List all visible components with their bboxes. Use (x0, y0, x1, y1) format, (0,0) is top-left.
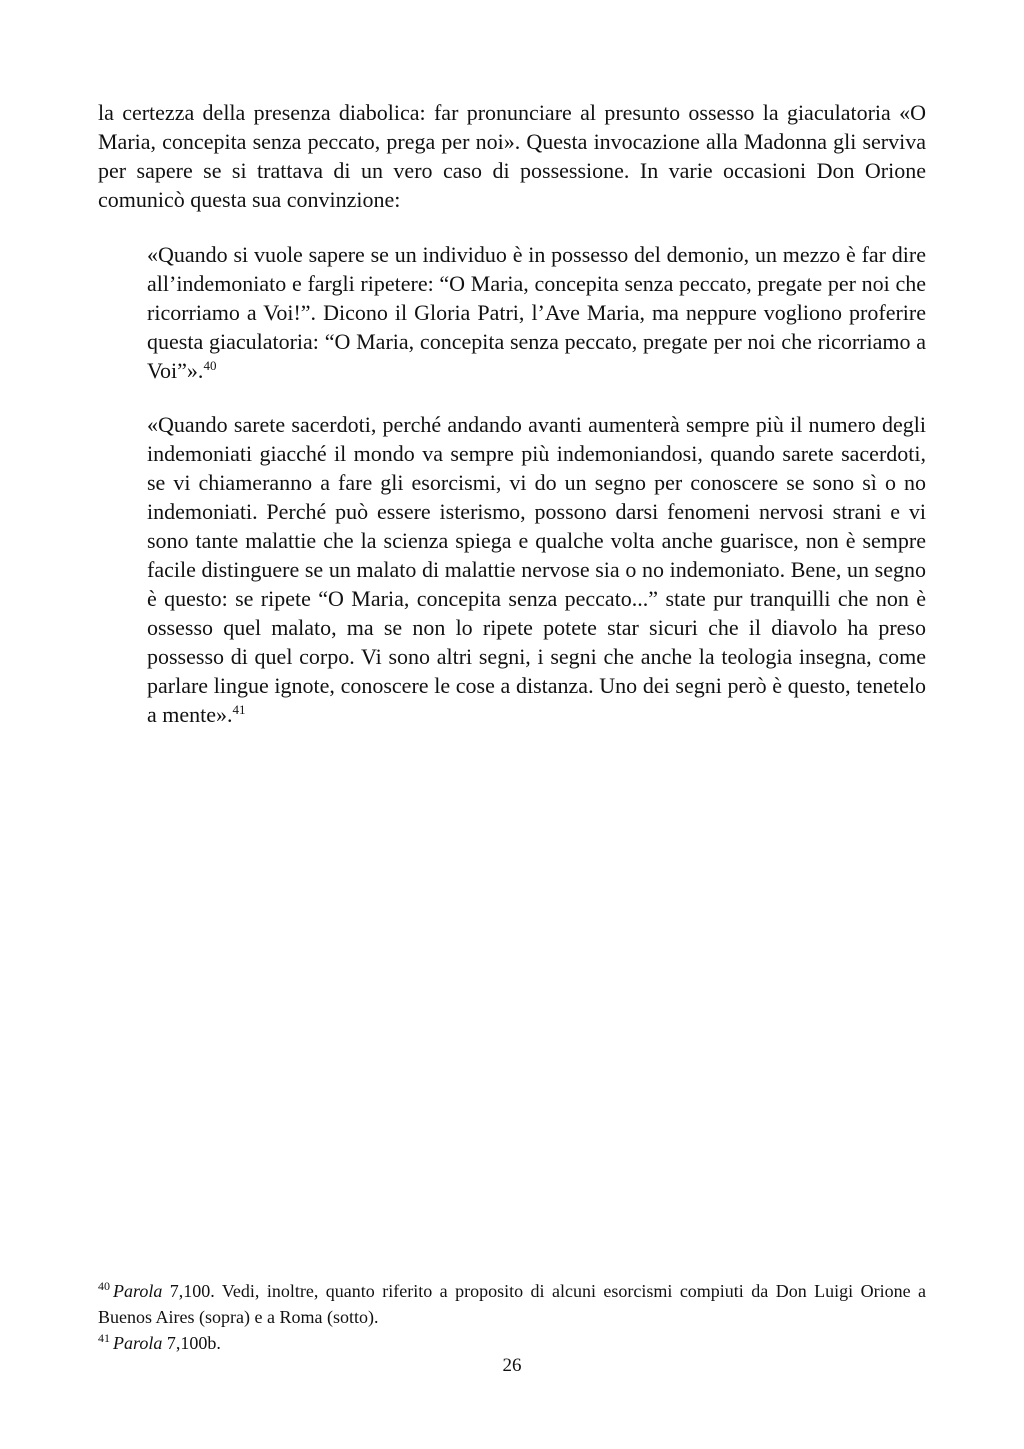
quote-1-text: «Quando si vuole sapere se un individuo è in possesso del demonio, un mezzo è far dire all’indemoniato e fargli ripetere: “O Maria, concepita senza peccato, pregate per noi che ricorriamo a Voi!”. Dicono il Gloria Patri, l’Ave Maria, ma neppure vogliono proferire questa giaculatoria: “O Maria, concepita senza peccato, pregate per noi che ricorriamo a Voi”». (147, 242, 926, 383)
footnote-source: Parola (113, 1333, 163, 1353)
page-number: 26 (502, 1355, 522, 1376)
footnote-text: 7,100b. (162, 1333, 221, 1353)
footnote-number: 40 (98, 1279, 110, 1293)
intro-paragraph (98, 98, 926, 214)
footnote-ref-41[interactable]: 41 (232, 702, 246, 717)
quote-2-text: «Quando sarete sacerdoti, perché andando avanti aumenterà sempre più il numero degli indemoniati giacché il mondo va sempre più indemoniandosi, quando sarete sacerdoti, se vi chiameranno a fare gli esorcismi, vi do un segno per conoscere se sono sì o no indemoniati. Perché può essere isterismo, possono darsi fenomeni nervosi strani e vi sono tante malattie che la scienza spiega e qualche volta anche guarisce, non è sempre facile distinguere se un malato di malattie nervose sia o no indemoniato. Bene, un segno è questo: se ripete “O Maria, concepita senza peccato...” state pur tranquilli che non è ossesso quel malato, ma se non lo ripete potete star sicuri che il diavolo ha preso possesso di quel corpo. Vi sono altri segni, i segni che anche la teologia insegna, come parlare lingue ignote, conoscere le cose a distanza. Uno dei segni però è questo, tenetelo a mente». (147, 412, 926, 727)
footnote-ref-40[interactable]: 40 (203, 358, 217, 373)
footnote-text: 7,100. Vedi, inoltre, quanto riferito a proposito di alcuni esorcismi compiuti da Don Luigi Orione a Buenos Aires (sopra) e a Roma (sotto). (98, 1281, 926, 1327)
footnote-40 (98, 1278, 926, 1330)
footnote-source: Parola (113, 1281, 163, 1301)
quote-paragraph-2 (147, 410, 926, 729)
quote-paragraph-1 (147, 240, 926, 385)
intro-paragraph-text: la certezza della presenza diabolica: far pronunciare al presunto ossesso la giaculatoria «O Maria, concepita senza peccato, prega per noi». Questa invocazione alla Madonna gli serviva per sapere se si trattava di un vero caso di possessione. In varie occasioni Don Orione comunicò questa sua convinzione: (98, 100, 926, 212)
footnotes (98, 1278, 926, 1356)
footnote-number: 41 (98, 1331, 110, 1345)
footnote-41 (98, 1330, 926, 1356)
